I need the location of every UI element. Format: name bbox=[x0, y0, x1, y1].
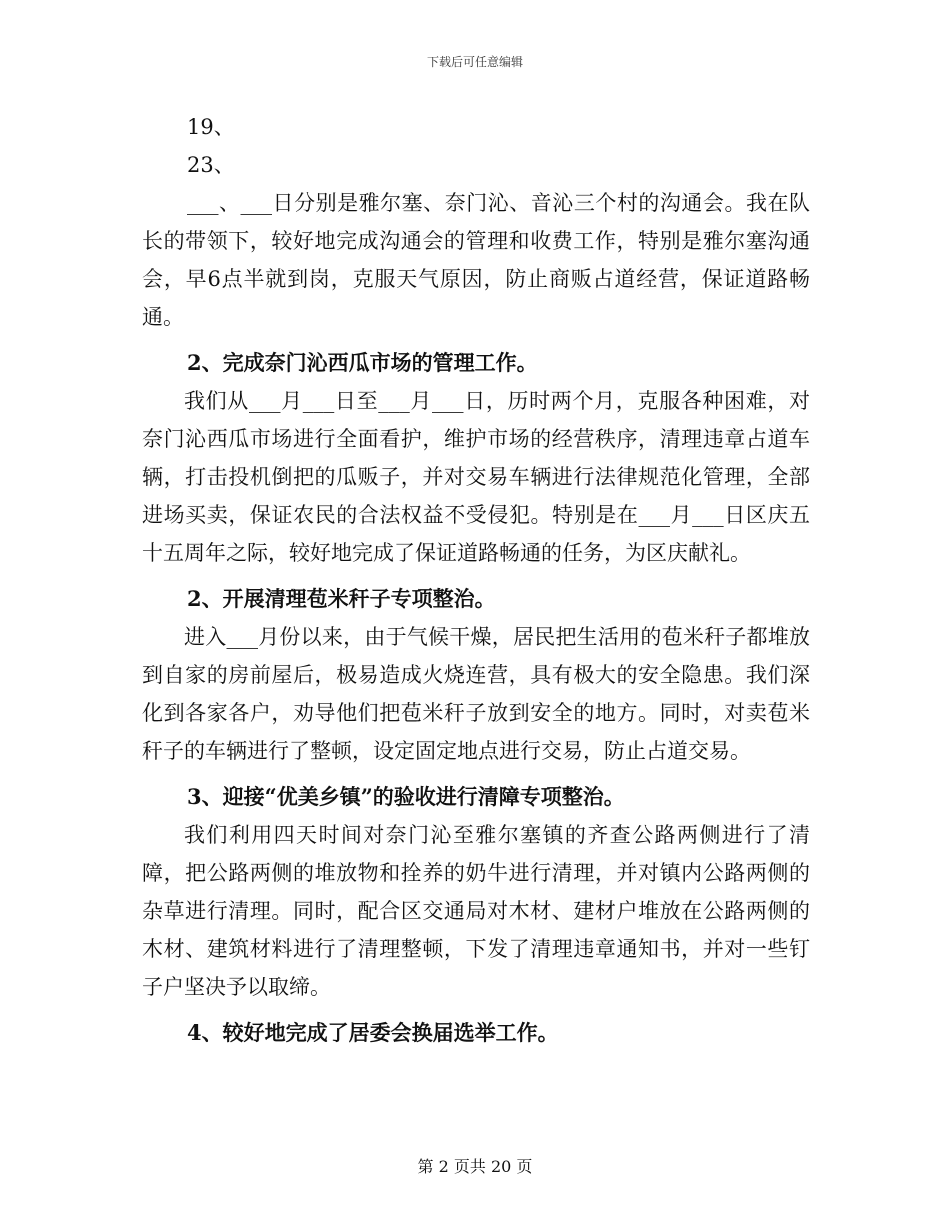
section-heading-watermelon-market: 2、完成奈门沁西瓜市场的管理工作。 bbox=[187, 350, 538, 375]
paragraph-clearance: 我们利用四天时间对奈门沁至雅尔塞镇的齐查公路两侧进行了清障，把公路两侧的堆放物和拴养的奶牛进行清理，并对镇内公路两侧的杂草进行清理。同时，配合区交通局对木材、建材户堆放在公路两侧的木材、建筑材料进行了清理整顿，下发了清理违章通知书，并对一些钉子户坚决予以取缔。 bbox=[142, 823, 810, 999]
page-footer: 第 2 页共 20 页 bbox=[417, 1157, 533, 1176]
document-body bbox=[142, 108, 810, 1052]
section-heading-corn-stalks: 2、开展清理苞米秆子专项整治。 bbox=[187, 586, 496, 611]
paragraph-item-19: 19、 bbox=[187, 115, 235, 139]
section-heading-clearance: 3、迎接“优美乡镇”的验收进行清障专项整治。 bbox=[187, 784, 625, 809]
paragraph-watermelon-market: 我们从___月___日至___月___日，历时两个月，克服各种困难，对奈门沁西瓜市场进行全面看护，维护市场的经营秩序，清理违章占道车辆，打击投机倒把的瓜贩子，并对交易车辆进行法律规范化管理，全部进场买卖，保证农民的合法权益不受侵犯。特别是在___月___日区庆五十五周年之际，较好地完成了保证道路畅通的任务，为区庆献礼。 bbox=[142, 389, 810, 565]
paragraph-item-23: 23、 bbox=[187, 153, 235, 177]
paragraph-corn-stalks: 进入___月份以来，由于气候干燥，居民把生活用的苞米秆子都堆放到自家的房前屋后，极易造成火烧连营，具有极大的安全隐患。我们深化到各家各户，劝导他们把苞米秆子放到安全的地方。同时，对卖苞米秆子的车辆进行了整顿，设定固定地点进行交易，防止占道交易。 bbox=[142, 625, 810, 763]
paragraph-meetings: ___、___日分别是雅尔塞、奈门沁、音沁三个村的沟通会。我在队长的带领下，较好地完成沟通会的管理和收费工作，特别是雅尔塞沟通会，早6点半就到岗，克服天气原因，防止商贩占道经营，保证道路畅通。 bbox=[142, 191, 810, 329]
page-header: 下载后可任意编辑 bbox=[426, 55, 523, 69]
section-heading-election: 4、较好地完成了居委会换届选举工作。 bbox=[187, 1020, 559, 1045]
